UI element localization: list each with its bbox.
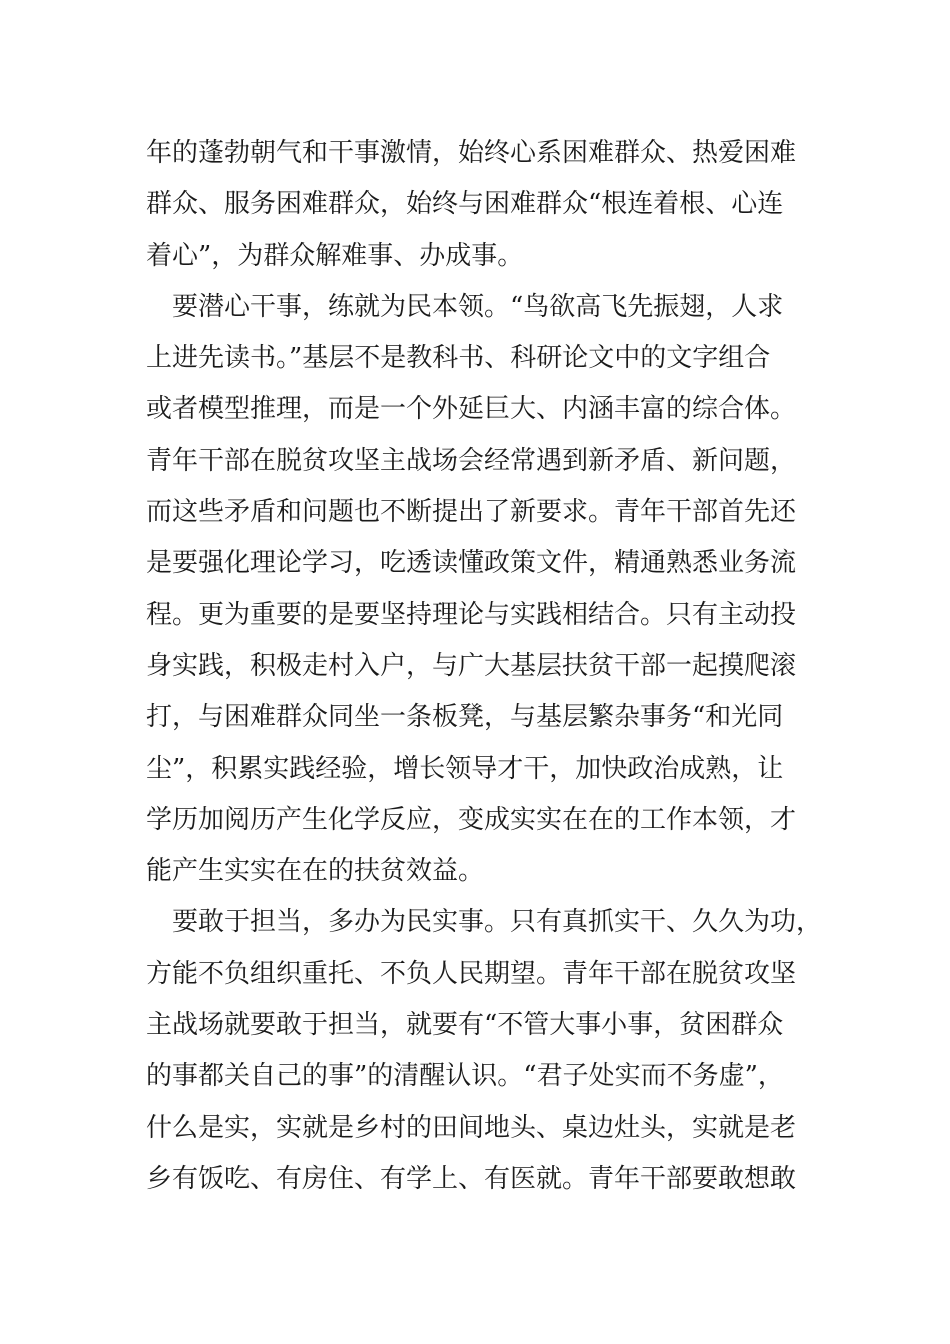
- text-line: 乡有饭吃、有房住、有学上、有医就。青年干部要敢想敢: [146, 1163, 797, 1194]
- text-line: 群众、服务困难群众，始终与困难群众“根连着根、心连: [146, 189, 784, 220]
- text-line: 身实践，积极走村入户，与广大基层扶贫干部一起摸爬滚: [146, 650, 797, 681]
- text-line: 学历加阅历产生化学反应，变成实实在在的工作本领，才: [146, 804, 797, 835]
- text-line: 程。更为重要的是要坚持理论与实践相结合。只有主动投: [146, 599, 797, 630]
- paragraph-1: [146, 128, 806, 282]
- text-line: 是要强化理论学习，吃透读懂政策文件，精通熟悉业务流: [146, 548, 797, 579]
- paragraph-3: [146, 897, 823, 1205]
- text-line: 主战场就要敢于担当，就要有“不管大事小事，贫困群众: [146, 1010, 784, 1041]
- text-line: 打，与困难群众同坐一条板凳，与基层繁杂事务“和光同: [146, 702, 784, 733]
- text-line: 或者模型推理，而是一个外延巨大、内涵丰富的综合体。: [146, 394, 797, 425]
- text-line: 尘”，积累实践经验，增长领导才干，加快政治成熟，让: [146, 753, 784, 784]
- text-line: 要潜心干事，练就为民本领。“鸟欲高飞先振翅，人求: [146, 291, 784, 322]
- text-line: 而这些矛盾和问题也不断提出了新要求。青年干部首先还: [146, 497, 797, 528]
- text-line: 要敢于担当，多办为民实事。只有真抓实干、久久为功，: [146, 907, 823, 938]
- text-line: 年的蓬勃朝气和干事激情，始终心系困难群众、热爱困难: [146, 138, 797, 168]
- text-line: 的事都关自己的事”的清醒认识。“君子处实而不务虚”，: [146, 1061, 784, 1092]
- text-line: 青年干部在脱贫攻坚主战场会经常遇到新矛盾、新问题，: [146, 445, 797, 476]
- text-line: 方能不负组织重托、不负人民期望。青年干部在脱贫攻坚: [146, 958, 797, 989]
- text-line: 上进先读书。”基层不是教科书、科研论文中的文字组合: [146, 343, 771, 374]
- text-line: 什么是实，实就是乡村的田间地头、桌边灶头，实就是老: [146, 1112, 797, 1143]
- paragraph-2: [146, 282, 806, 898]
- text-line: 能产生实实在在的扶贫效益。: [146, 856, 485, 887]
- body-text: [146, 128, 823, 1205]
- text-line: 着心”，为群众解难事、办成事。: [146, 240, 524, 271]
